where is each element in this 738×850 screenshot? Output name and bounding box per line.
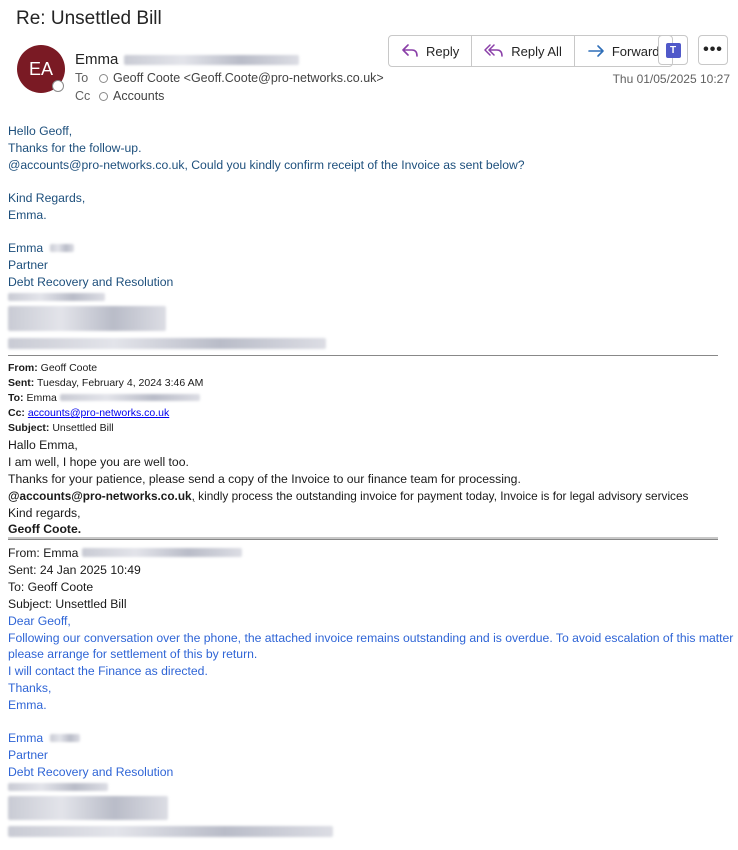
from-label: From: — [8, 362, 38, 374]
email-subject: Re: Unsettled Bill — [16, 8, 162, 29]
mention-comma: , — [191, 489, 195, 503]
quote-from — [8, 362, 97, 374]
teams-icon: T — [666, 43, 681, 58]
forward-arrow-icon — [587, 44, 605, 58]
reply-all-button[interactable] — [472, 36, 575, 66]
reply-arrow-icon — [401, 44, 419, 58]
redacted-sender-surname — [124, 55, 299, 65]
signature-name — [8, 731, 80, 745]
to-line — [75, 71, 384, 85]
received-date: Thu 01/05/2025 10:27 — [612, 72, 730, 86]
quote-body-line: Kind regards, — [8, 506, 81, 520]
quote-body-line: I will contact the Finance as directed. — [8, 664, 208, 678]
quote-subject: Subject: Unsettled Bill — [8, 597, 127, 611]
quote-separator — [8, 355, 718, 356]
signature-title: Partner — [8, 748, 48, 762]
quote-body-line: please arrange for settlement of this by return. — [8, 647, 258, 661]
to-recipient[interactable]: Geoff Coote <Geoff.Coote@pro-networks.co.uk> — [113, 71, 384, 85]
cc-line — [75, 89, 164, 103]
quote-signoff: Geoff Coote. — [8, 522, 82, 536]
redacted-signature-link — [8, 783, 108, 791]
redacted-surname — [50, 244, 74, 252]
subject-value: Unsettled Bill — [49, 422, 114, 434]
signature-name — [8, 241, 74, 255]
quote-body-line: Thanks for your patience, please send a copy of the Invoice to our finance team for processing. — [8, 472, 521, 486]
to-label: To: — [8, 392, 24, 404]
quote-body-line: Dear Geoff, — [8, 614, 71, 628]
from-value: From: Emma — [8, 546, 79, 560]
quote-from — [8, 546, 242, 560]
quote-body-line: Following our conversation over the phone, the attached invoice remains outstanding and is overdue. To avoid escalation of this matter — [8, 631, 734, 645]
sent-value: Tuesday, February 4, 2024 3:46 AM — [34, 377, 204, 389]
quote-to — [8, 392, 200, 404]
signature-first-name: Emma — [8, 731, 44, 745]
redacted-signature-link — [8, 293, 105, 301]
teams-button[interactable] — [658, 35, 688, 65]
from-value: Geoff Coote — [37, 362, 98, 374]
avatar-initials: EA — [28, 58, 53, 79]
sender[interactable] — [75, 51, 299, 68]
redacted-email — [82, 548, 242, 557]
reply-all-label: Reply All — [511, 43, 562, 59]
quote-body-line: Thanks, — [8, 681, 52, 695]
closing-name: Emma. — [8, 208, 47, 222]
subject-label: Subject: — [8, 422, 50, 434]
quote-to: To: Geoff Coote — [8, 580, 94, 594]
to-value: Emma — [23, 392, 57, 404]
ellipsis-icon: ••• — [703, 41, 723, 58]
presence-icon — [99, 92, 108, 101]
quote-separator — [8, 537, 718, 540]
quote-body-line: I am well, I hope you are well too. — [8, 455, 189, 469]
quote-body-line: Hallo Emma, — [8, 438, 78, 452]
quote-subject — [8, 422, 114, 434]
presence-icon — [99, 74, 108, 83]
redacted-address — [8, 826, 333, 837]
cc-recipient[interactable]: Accounts — [113, 89, 165, 103]
quote-cc — [8, 407, 169, 419]
signature-first-name: Emma — [8, 241, 44, 255]
mention: @accounts@pro-networks.co.uk — [8, 489, 192, 503]
sender-name: Emma — [75, 51, 119, 68]
quote-sent — [8, 377, 203, 389]
quote-body-text: kindly process the outstanding invoice for payment today, Invoice is for legal advisory services — [194, 489, 689, 503]
redacted-address — [8, 338, 326, 349]
signature-title: Partner — [8, 258, 48, 272]
body-line: @accounts@pro-networks.co.uk, Could you kindly confirm receipt of the Invoice as sent below? — [8, 158, 525, 172]
presence-status-icon — [52, 80, 64, 92]
reply-button[interactable] — [389, 36, 472, 66]
signature-department: Debt Recovery and Resolution — [8, 765, 174, 779]
to-label: To — [75, 71, 89, 85]
quote-sent: Sent: 24 Jan 2025 10:49 — [8, 563, 141, 577]
redacted-surname — [60, 394, 200, 401]
redacted-company-logo — [8, 796, 168, 820]
closing: Kind Regards, — [8, 191, 86, 205]
double-reply-arrow-icon — [484, 44, 504, 58]
forward-button[interactable] — [575, 36, 672, 66]
cc-label: Cc — [75, 89, 91, 103]
cc-link[interactable]: accounts@pro-networks.co.uk — [27, 407, 170, 419]
cc-label: Cc: — [8, 407, 25, 419]
greeting: Hello Geoff, — [8, 124, 73, 138]
message-actions-toolbar — [388, 35, 673, 67]
redacted-surname — [50, 734, 80, 742]
forward-label: Forward — [611, 43, 660, 59]
quote-body-line — [8, 489, 688, 503]
more-actions-button[interactable] — [698, 35, 728, 65]
quote-body-line: Emma. — [8, 698, 47, 712]
sent-label: Sent: — [8, 377, 35, 389]
reply-label: Reply — [426, 43, 460, 59]
redacted-company-logo — [8, 306, 166, 331]
signature-department: Debt Recovery and Resolution — [8, 275, 174, 289]
body-line: Thanks for the follow-up. — [8, 141, 142, 155]
